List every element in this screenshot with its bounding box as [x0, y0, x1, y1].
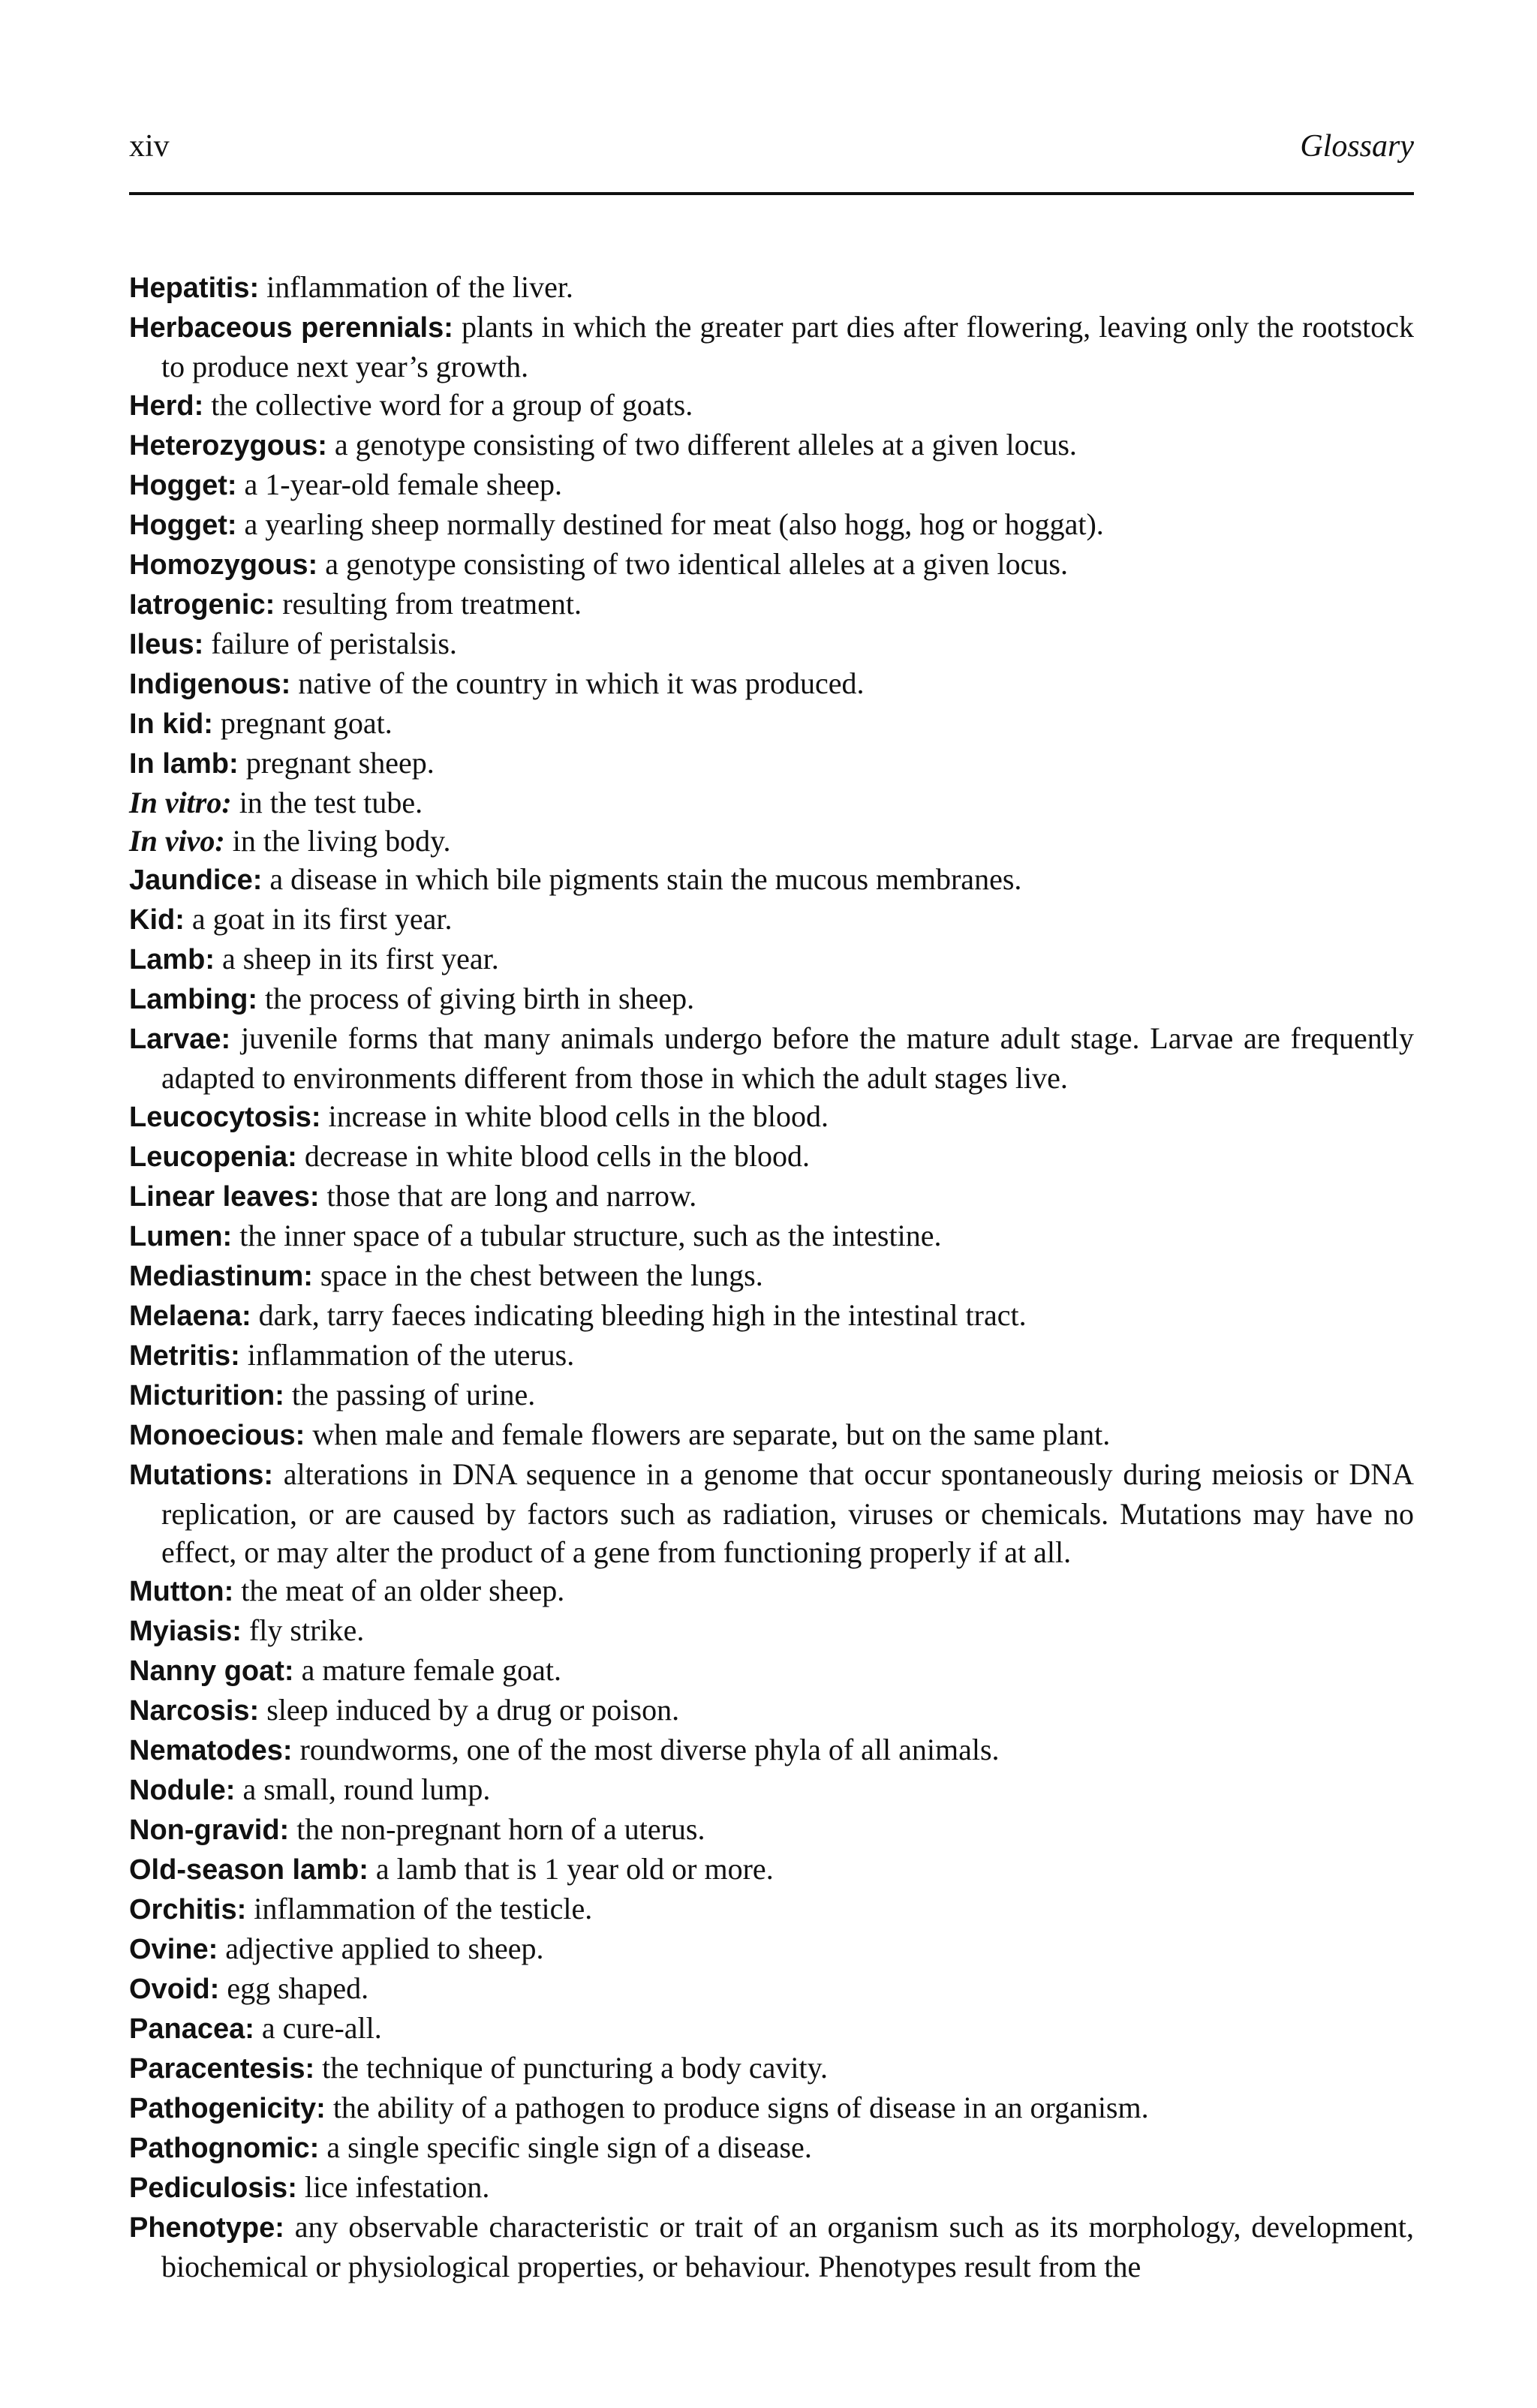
glossary-definition: inflammation of the testicle. — [254, 1892, 593, 1925]
glossary-entry — [129, 545, 1414, 585]
glossary-definition: a cure-all. — [261, 2011, 382, 2045]
glossary-definition: space in the chest between the lungs. — [320, 1258, 763, 1292]
glossary-term: Nanny goat: — [129, 1655, 294, 1687]
glossary-term: Non-gravid: — [129, 1814, 290, 1846]
glossary-entry — [129, 505, 1414, 545]
glossary-definition: pregnant goat. — [220, 706, 393, 740]
glossary-term: Monoecious: — [129, 1420, 305, 1451]
page-number: xiv — [129, 129, 170, 164]
glossary-term: Mutations: — [129, 1460, 274, 1491]
glossary-definition: a disease in which bile pigments stain the mucous membranes. — [269, 862, 1022, 896]
glossary-entry — [129, 1730, 1414, 1770]
glossary-term: Ovine: — [129, 1934, 218, 1965]
glossary-definition: the collective word for a group of goats. — [211, 388, 693, 422]
glossary-definition: a lamb that is 1 year old or more. — [375, 1852, 774, 1886]
glossary-entry — [129, 1097, 1414, 1137]
glossary-term: Jaundice: — [129, 864, 263, 896]
glossary-entry — [129, 1691, 1414, 1730]
glossary-entry — [129, 860, 1414, 900]
glossary-entry — [129, 1375, 1414, 1415]
running-head — [129, 120, 1414, 173]
glossary-term: Lumen: — [129, 1221, 233, 1252]
glossary-entry — [129, 2208, 1414, 2286]
glossary-entry — [129, 1850, 1414, 1889]
glossary-term: Leucopenia: — [129, 1141, 297, 1173]
glossary-definition: juvenile forms that many animals undergo before the mature adult stage. Larvae are frequently adapted to environments different from those in which the adult stages live. — [161, 1021, 1415, 1095]
glossary-entry — [129, 1810, 1414, 1850]
glossary-term: Leucocytosis: — [129, 1102, 321, 1133]
glossary-entry — [129, 822, 1414, 860]
glossary-definition: a goat in its first year. — [191, 902, 453, 936]
glossary-entry — [129, 664, 1414, 704]
glossary-definition: a yearling sheep normally destined for meat (also hogg, hog or hoggat). — [244, 507, 1104, 541]
glossary-definition: increase in white blood cells in the blood. — [328, 1099, 829, 1133]
glossary-entry — [129, 1889, 1414, 1929]
glossary-entry — [129, 1969, 1414, 2009]
glossary-definition: a small, round lump. — [242, 1772, 491, 1806]
glossary-definition: the process of giving birth in sheep. — [264, 982, 695, 1015]
glossary-term: Pediculosis: — [129, 2172, 297, 2204]
glossary-definition: the technique of puncturing a body cavity. — [322, 2051, 829, 2085]
glossary-definition: inflammation of the uterus. — [247, 1338, 575, 1372]
glossary-entry — [129, 386, 1414, 425]
glossary-definition: a sheep in its first year. — [222, 942, 499, 976]
glossary-definition: native of the country in which it was produced. — [298, 666, 865, 700]
glossary-term: Indigenous: — [129, 669, 291, 700]
glossary-term: Larvae: — [129, 1024, 231, 1055]
glossary-definition: inflammation of the liver. — [266, 270, 573, 304]
glossary-entry — [129, 1415, 1414, 1455]
glossary-definition: alterations in DNA sequence in a genome that occur spontaneously during meiosis or DNA replication, or are caused by factors such as radiation, viruses or chemicals. Mutations may have no effect, or may alter the product of a gene from functioning properly if at all. — [161, 1457, 1414, 1569]
glossary-definition: the non-pregnant horn of a uterus. — [296, 1812, 705, 1846]
glossary-definition: in the test tube. — [239, 786, 423, 819]
glossary-entry — [129, 624, 1414, 664]
glossary-entry — [129, 585, 1414, 624]
glossary-entry — [129, 979, 1414, 1019]
glossary-definition: dark, tarry faeces indicating bleeding high in the intestinal tract. — [258, 1298, 1027, 1332]
glossary-term: Hogget: — [129, 510, 237, 541]
glossary-entry — [129, 1651, 1414, 1691]
glossary-entry — [129, 1177, 1414, 1216]
glossary-definition: the passing of urine. — [291, 1378, 536, 1411]
glossary-entry — [129, 1770, 1414, 1810]
glossary-term: Old-season lamb: — [129, 1854, 368, 1886]
glossary-term: Linear leaves: — [129, 1181, 320, 1213]
glossary-definition: adjective applied to sheep. — [225, 1932, 544, 1965]
glossary-entry — [129, 1137, 1414, 1177]
glossary-term: Pathognomic: — [129, 2133, 320, 2164]
glossary-term: Hogget: — [129, 470, 237, 501]
glossary-definition: in the living body. — [232, 824, 451, 858]
glossary-entry — [129, 465, 1414, 505]
glossary-definition: sleep induced by a drug or poison. — [266, 1693, 680, 1727]
glossary-entry — [129, 2128, 1414, 2168]
glossary-term: Metritis: — [129, 1340, 240, 1372]
section-title: Glossary — [1300, 129, 1414, 164]
glossary-definition: the meat of an older sheep. — [241, 1574, 565, 1607]
glossary-term: Herbaceous perennials: — [129, 312, 453, 344]
glossary-definition: the ability of a pathogen to produce signs of disease in an organism. — [332, 2091, 1149, 2124]
glossary-term: Narcosis: — [129, 1695, 260, 1727]
glossary-term: Lamb: — [129, 944, 215, 976]
glossary-entry — [129, 2088, 1414, 2128]
glossary-entry — [129, 1455, 1414, 1571]
glossary-entry — [129, 1336, 1414, 1375]
glossary-entry — [129, 1571, 1414, 1611]
glossary-definition: those that are long and narrow. — [326, 1179, 697, 1213]
glossary-term: Homozygous: — [129, 549, 318, 581]
glossary-entry — [129, 425, 1414, 465]
glossary-term: Phenotype: — [129, 2212, 284, 2244]
glossary-term: Pathogenicity: — [129, 2093, 326, 2124]
glossary-definition: decrease in white blood cells in the blood. — [304, 1139, 810, 1173]
glossary-definition: plants in which the greater part dies after flowering, leaving only the rootstock to produce next year’s growth. — [161, 310, 1415, 383]
glossary-term: Mediastinum: — [129, 1261, 313, 1292]
glossary-definition: pregnant sheep. — [245, 746, 435, 780]
glossary-list — [129, 268, 1414, 2286]
glossary-definition: resulting from treatment. — [282, 587, 582, 621]
glossary-definition: a genotype consisting of two identical alleles at a given locus. — [325, 547, 1068, 581]
glossary-term: Kid: — [129, 904, 185, 936]
glossary-definition: when male and female flowers are separate, but on the same plant. — [312, 1417, 1111, 1451]
glossary-entry — [129, 1296, 1414, 1336]
glossary-entry — [129, 939, 1414, 979]
glossary-term: Paracentesis: — [129, 2053, 315, 2085]
glossary-definition: egg shaped. — [227, 1971, 369, 2005]
glossary-term: Mutton: — [129, 1576, 234, 1607]
glossary-definition: a 1-year-old female sheep. — [244, 467, 562, 501]
glossary-definition: a single specific single sign of a disease. — [326, 2130, 812, 2164]
glossary-definition: a genotype consisting of two different alleles at a given locus. — [334, 428, 1077, 461]
glossary-definition: failure of peristalsis. — [211, 627, 457, 660]
glossary-term: Herd: — [129, 390, 204, 422]
glossary-term: Ileus: — [129, 629, 204, 660]
glossary-term: In kid: — [129, 708, 213, 740]
glossary-entry — [129, 1216, 1414, 1256]
glossary-term: Lambing: — [129, 984, 257, 1015]
glossary-entry — [129, 2009, 1414, 2049]
glossary-term: In vitro: — [129, 786, 232, 819]
glossary-entry — [129, 704, 1414, 744]
glossary-entry — [129, 900, 1414, 939]
glossary-term: Hepatitis: — [129, 272, 260, 304]
glossary-entry — [129, 744, 1414, 783]
glossary-entry — [129, 2168, 1414, 2208]
glossary-term: Ovoid: — [129, 1974, 220, 2005]
glossary-definition: a mature female goat. — [301, 1653, 562, 1687]
glossary-entry — [129, 1019, 1414, 1097]
glossary-term: Micturition: — [129, 1380, 284, 1411]
glossary-definition: any observable characteristic or trait of an organism such as its morphology, development, biochemical or physiological properties, or behaviour. Phenotypes result from the — [161, 2210, 1414, 2283]
glossary-definition: the inner space of a tubular structure, such as the intestine. — [239, 1219, 942, 1252]
glossary-entry — [129, 1256, 1414, 1296]
glossary-definition: fly strike. — [248, 1613, 365, 1647]
glossary-term: Iatrogenic: — [129, 589, 275, 621]
glossary-entry — [129, 1611, 1414, 1651]
glossary-term: In lamb: — [129, 748, 239, 780]
glossary-term: Nodule: — [129, 1775, 236, 1806]
glossary-definition: roundworms, one of the most diverse phyla of all animals. — [299, 1733, 1000, 1766]
glossary-entry — [129, 2049, 1414, 2088]
glossary-term: Myiasis: — [129, 1616, 242, 1647]
glossary-term: In vivo: — [129, 824, 225, 858]
glossary-definition: lice infestation. — [304, 2170, 490, 2204]
glossary-entry — [129, 308, 1414, 386]
glossary-term: Nematodes: — [129, 1735, 293, 1766]
glossary-term: Heterozygous: — [129, 430, 327, 461]
glossary-entry — [129, 268, 1414, 308]
glossary-term: Orchitis: — [129, 1894, 247, 1925]
glossary-term: Panacea: — [129, 2013, 254, 2045]
glossary-entry — [129, 1929, 1414, 1969]
glossary-term: Melaena: — [129, 1300, 251, 1332]
header-rule — [129, 192, 1414, 195]
glossary-entry — [129, 783, 1414, 822]
